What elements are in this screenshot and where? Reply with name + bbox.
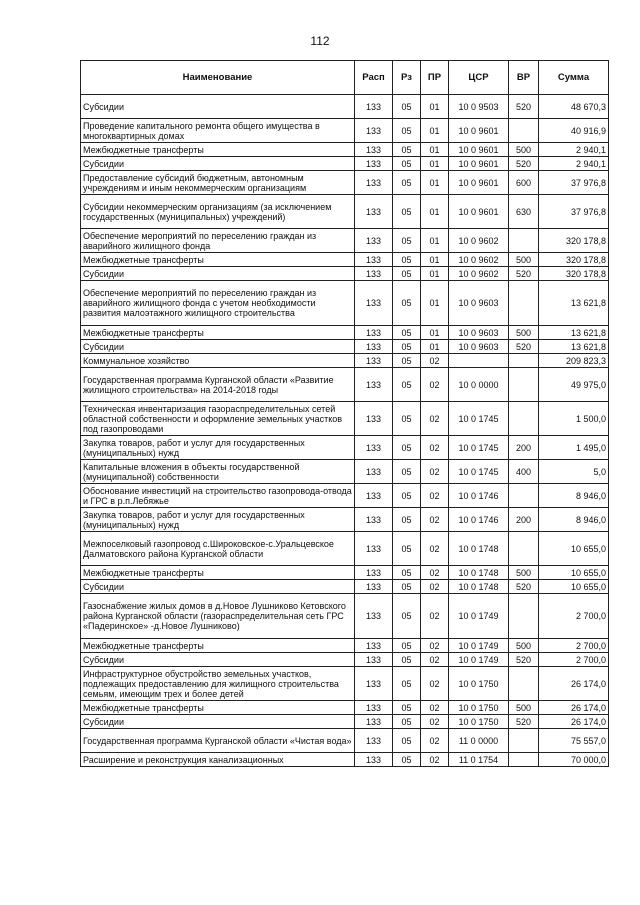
cell-pr: 02 [421, 753, 449, 767]
cell-csr: 10 0 1745 [449, 402, 509, 436]
cell-sum: 2 700,0 [539, 639, 609, 653]
cell-vr [509, 484, 539, 508]
cell-csr: 10 0 1749 [449, 653, 509, 667]
cell-rasp: 133 [355, 715, 393, 729]
cell-pr: 01 [421, 119, 449, 143]
cell-rz: 05 [393, 95, 421, 119]
cell-vr: 200 [509, 508, 539, 532]
cell-csr: 10 0 9603 [449, 340, 509, 354]
cell-rz: 05 [393, 253, 421, 267]
cell-rz: 05 [393, 484, 421, 508]
table-row [81, 667, 609, 701]
cell-vr [509, 281, 539, 326]
cell-pr: 02 [421, 667, 449, 701]
cell-csr: 10 0 9601 [449, 195, 509, 229]
cell-vr: 520 [509, 157, 539, 171]
cell-sum: 48 670,3 [539, 95, 609, 119]
cell-sum: 10 655,0 [539, 532, 609, 566]
cell-pr: 02 [421, 580, 449, 594]
cell-pr: 02 [421, 639, 449, 653]
table-row [81, 508, 609, 532]
cell-sum: 26 174,0 [539, 701, 609, 715]
header-sum: Сумма [539, 61, 609, 95]
cell-pr: 02 [421, 460, 449, 484]
cell-vr: 630 [509, 195, 539, 229]
cell-name: Государственная программа Курганской области «Чистая вода» [81, 729, 355, 753]
table-row [81, 368, 609, 402]
cell-vr: 520 [509, 267, 539, 281]
cell-rz: 05 [393, 229, 421, 253]
cell-pr: 01 [421, 171, 449, 195]
cell-rz: 05 [393, 580, 421, 594]
cell-name: Закупка товаров, работ и услуг для государственных (муниципальных) нужд [81, 508, 355, 532]
cell-csr: 10 0 9602 [449, 253, 509, 267]
cell-name: Коммунальное хозяйство [81, 354, 355, 368]
cell-csr: 10 0 0000 [449, 368, 509, 402]
cell-name: Субсидии некоммерческим организациям (за исключением государственных (муниципальных) учреждений) [81, 195, 355, 229]
cell-sum: 40 916,9 [539, 119, 609, 143]
cell-csr: 10 0 1748 [449, 532, 509, 566]
cell-rasp: 133 [355, 229, 393, 253]
cell-rz: 05 [393, 653, 421, 667]
cell-sum: 37 976,8 [539, 171, 609, 195]
cell-rasp: 133 [355, 95, 393, 119]
table-row [81, 354, 609, 368]
cell-csr: 10 0 1748 [449, 566, 509, 580]
cell-rz: 05 [393, 667, 421, 701]
cell-vr: 520 [509, 715, 539, 729]
cell-rasp: 133 [355, 253, 393, 267]
cell-vr [509, 729, 539, 753]
cell-pr: 01 [421, 157, 449, 171]
cell-name: Инфраструктурное обустройство земельных участков, подлежащих предоставлению для жилищного строительства семьям, имеющим трех и более детей [81, 667, 355, 701]
page-number: 112 [310, 34, 330, 48]
cell-name: Техническая инвентаризация газораспределительных сетей областной собственности и оформление земельных участков под газопроводами [81, 402, 355, 436]
table-row [81, 119, 609, 143]
cell-csr: 10 0 1745 [449, 460, 509, 484]
cell-vr: 520 [509, 95, 539, 119]
cell-rasp: 133 [355, 119, 393, 143]
table-row [81, 566, 609, 580]
cell-rz: 05 [393, 508, 421, 532]
cell-rasp: 133 [355, 594, 393, 639]
cell-csr [449, 354, 509, 368]
cell-rasp: 133 [355, 566, 393, 580]
cell-rasp: 133 [355, 143, 393, 157]
cell-sum: 2 940,1 [539, 143, 609, 157]
cell-name: Межбюджетные трансферты [81, 253, 355, 267]
table-row [81, 460, 609, 484]
cell-pr: 01 [421, 229, 449, 253]
cell-rz: 05 [393, 368, 421, 402]
cell-vr: 600 [509, 171, 539, 195]
table-row [81, 229, 609, 253]
cell-vr [509, 119, 539, 143]
cell-rz: 05 [393, 143, 421, 157]
cell-name: Проведение капитального ремонта общего имущества в многоквартирных домах [81, 119, 355, 143]
cell-vr [509, 594, 539, 639]
cell-sum: 49 975,0 [539, 368, 609, 402]
cell-rasp: 133 [355, 195, 393, 229]
header-csr: ЦСР [449, 61, 509, 95]
cell-vr: 500 [509, 326, 539, 340]
cell-pr: 01 [421, 95, 449, 119]
cell-pr: 01 [421, 267, 449, 281]
cell-rz: 05 [393, 340, 421, 354]
cell-vr: 400 [509, 460, 539, 484]
cell-rz: 05 [393, 267, 421, 281]
cell-rasp: 133 [355, 436, 393, 460]
table-row [81, 753, 609, 767]
cell-sum: 8 946,0 [539, 508, 609, 532]
cell-vr: 200 [509, 436, 539, 460]
cell-rasp: 133 [355, 729, 393, 753]
cell-csr: 10 0 1749 [449, 639, 509, 653]
cell-pr: 02 [421, 436, 449, 460]
cell-csr: 10 0 9503 [449, 95, 509, 119]
cell-sum: 209 823,3 [539, 354, 609, 368]
cell-name: Субсидии [81, 95, 355, 119]
cell-csr: 10 0 9601 [449, 171, 509, 195]
cell-rasp: 133 [355, 281, 393, 326]
table-row [81, 436, 609, 460]
header-rasp: Расп [355, 61, 393, 95]
cell-pr: 02 [421, 566, 449, 580]
cell-sum: 26 174,0 [539, 667, 609, 701]
cell-name: Обеспечение мероприятий по переселению граждан из аварийного жилищного фонда с учетом необходимости развития малоэтажного жилищного строительства [81, 281, 355, 326]
cell-sum: 1 500,0 [539, 402, 609, 436]
cell-vr [509, 532, 539, 566]
cell-rz: 05 [393, 715, 421, 729]
table-row [81, 715, 609, 729]
cell-name: Обеспечение мероприятий по переселению граждан из аварийного жилищного фонда [81, 229, 355, 253]
header-rz: Рз [393, 61, 421, 95]
cell-rz: 05 [393, 566, 421, 580]
cell-name: Межбюджетные трансферты [81, 143, 355, 157]
cell-name: Капитальные вложения в объекты государственной (муниципальной) собственности [81, 460, 355, 484]
cell-sum: 1 495,0 [539, 436, 609, 460]
cell-vr: 500 [509, 566, 539, 580]
cell-name: Субсидии [81, 267, 355, 281]
cell-name: Субсидии [81, 340, 355, 354]
cell-name: Субсидии [81, 653, 355, 667]
cell-name: Межбюджетные трансферты [81, 639, 355, 653]
table-row [81, 580, 609, 594]
cell-rz: 05 [393, 701, 421, 715]
cell-rz: 05 [393, 354, 421, 368]
cell-sum: 37 976,8 [539, 195, 609, 229]
cell-name: Государственная программа Курганской области «Развитие жилищного строительства» на 2014-2018 годы [81, 368, 355, 402]
cell-pr: 01 [421, 143, 449, 157]
table-row [81, 653, 609, 667]
cell-rz: 05 [393, 195, 421, 229]
cell-csr: 10 0 1745 [449, 436, 509, 460]
cell-pr: 02 [421, 354, 449, 368]
cell-rasp: 133 [355, 484, 393, 508]
cell-sum: 320 178,8 [539, 229, 609, 253]
cell-pr: 01 [421, 281, 449, 326]
cell-csr: 10 0 1746 [449, 508, 509, 532]
cell-vr [509, 229, 539, 253]
cell-rasp: 133 [355, 368, 393, 402]
cell-name: Межбюджетные трансферты [81, 566, 355, 580]
cell-csr: 10 0 9603 [449, 326, 509, 340]
cell-rasp: 133 [355, 667, 393, 701]
cell-pr: 02 [421, 653, 449, 667]
cell-pr: 02 [421, 715, 449, 729]
cell-pr: 02 [421, 594, 449, 639]
cell-pr: 01 [421, 195, 449, 229]
cell-rz: 05 [393, 639, 421, 653]
cell-vr: 520 [509, 653, 539, 667]
cell-rasp: 133 [355, 340, 393, 354]
cell-csr: 10 0 9602 [449, 267, 509, 281]
table-row [81, 729, 609, 753]
cell-csr: 10 0 1749 [449, 594, 509, 639]
cell-csr: 10 0 9601 [449, 157, 509, 171]
cell-name: Расширение и реконструкция канализационных [81, 753, 355, 767]
cell-rasp: 133 [355, 753, 393, 767]
header-name: Наименование [81, 61, 355, 95]
cell-name: Межбюджетные трансферты [81, 326, 355, 340]
cell-vr: 520 [509, 340, 539, 354]
cell-rz: 05 [393, 594, 421, 639]
cell-rasp: 133 [355, 267, 393, 281]
cell-rz: 05 [393, 281, 421, 326]
table-row [81, 171, 609, 195]
cell-name: Закупка товаров, работ и услуг для государственных (муниципальных) нужд [81, 436, 355, 460]
cell-pr: 01 [421, 253, 449, 267]
header-vr: ВР [509, 61, 539, 95]
table-row [81, 95, 609, 119]
table-row [81, 253, 609, 267]
cell-rz: 05 [393, 157, 421, 171]
cell-rasp: 133 [355, 157, 393, 171]
table-row [81, 157, 609, 171]
cell-sum: 75 557,0 [539, 729, 609, 753]
cell-name: Субсидии [81, 715, 355, 729]
cell-rz: 05 [393, 119, 421, 143]
cell-csr: 11 0 0000 [449, 729, 509, 753]
cell-rz: 05 [393, 753, 421, 767]
cell-name: Субсидии [81, 580, 355, 594]
cell-pr: 02 [421, 508, 449, 532]
cell-vr: 500 [509, 639, 539, 653]
cell-sum: 26 174,0 [539, 715, 609, 729]
cell-name: Межбюджетные трансферты [81, 701, 355, 715]
cell-csr: 10 0 9602 [449, 229, 509, 253]
cell-pr: 02 [421, 729, 449, 753]
cell-rz: 05 [393, 171, 421, 195]
cell-csr: 10 0 9603 [449, 281, 509, 326]
table-row [81, 143, 609, 157]
cell-sum: 320 178,8 [539, 253, 609, 267]
cell-sum: 2 940,1 [539, 157, 609, 171]
cell-rasp: 133 [355, 326, 393, 340]
cell-rz: 05 [393, 326, 421, 340]
cell-vr [509, 368, 539, 402]
cell-sum: 13 621,8 [539, 281, 609, 326]
table-row [81, 281, 609, 326]
cell-vr: 500 [509, 253, 539, 267]
table-row [81, 402, 609, 436]
table-row [81, 484, 609, 508]
cell-csr: 10 0 9601 [449, 143, 509, 157]
cell-csr: 10 0 1750 [449, 701, 509, 715]
table-row [81, 195, 609, 229]
cell-rasp: 133 [355, 402, 393, 436]
cell-sum: 10 655,0 [539, 566, 609, 580]
cell-vr: 500 [509, 701, 539, 715]
cell-name: Предоставление субсидий бюджетным, автономным учреждениям и иным некоммерческим организациям [81, 171, 355, 195]
cell-rasp: 133 [355, 639, 393, 653]
cell-pr: 02 [421, 484, 449, 508]
cell-rasp: 133 [355, 701, 393, 715]
cell-sum: 5,0 [539, 460, 609, 484]
cell-rz: 05 [393, 436, 421, 460]
cell-rz: 05 [393, 532, 421, 566]
cell-sum: 13 621,8 [539, 326, 609, 340]
cell-vr: 520 [509, 580, 539, 594]
cell-csr: 10 0 9601 [449, 119, 509, 143]
table-row [81, 639, 609, 653]
cell-pr: 01 [421, 340, 449, 354]
cell-rasp: 133 [355, 508, 393, 532]
cell-pr: 02 [421, 402, 449, 436]
cell-rz: 05 [393, 729, 421, 753]
cell-vr [509, 667, 539, 701]
budget-table [80, 60, 609, 767]
cell-csr: 10 0 1750 [449, 715, 509, 729]
cell-name: Обоснование инвестиций на строительство газопровода-отвода и ГРС в р.п.Лебяжье [81, 484, 355, 508]
cell-sum: 8 946,0 [539, 484, 609, 508]
cell-rasp: 133 [355, 460, 393, 484]
cell-rz: 05 [393, 460, 421, 484]
cell-name: Межпоселковый газопровод с.Широковское-с.Уральцевское Далматовского района Курганской области [81, 532, 355, 566]
cell-vr [509, 753, 539, 767]
cell-rz: 05 [393, 402, 421, 436]
cell-sum: 2 700,0 [539, 594, 609, 639]
cell-csr: 10 0 1748 [449, 580, 509, 594]
cell-rasp: 133 [355, 532, 393, 566]
cell-csr: 11 0 1754 [449, 753, 509, 767]
cell-pr: 01 [421, 326, 449, 340]
cell-sum: 320 178,8 [539, 267, 609, 281]
cell-vr [509, 354, 539, 368]
cell-rasp: 133 [355, 653, 393, 667]
table-header-row [81, 61, 609, 95]
table-row [81, 701, 609, 715]
header-pr: ПР [421, 61, 449, 95]
cell-vr: 500 [509, 143, 539, 157]
cell-pr: 02 [421, 532, 449, 566]
cell-pr: 02 [421, 368, 449, 402]
cell-name: Газоснабжение жилых домов в д.Новое Лушниково Кетовского района Курганской области (газораспределительная сеть ГРС «Падеринское» -д.Новое Лушниково) [81, 594, 355, 639]
table-row [81, 532, 609, 566]
cell-rasp: 133 [355, 580, 393, 594]
cell-sum: 70 000,0 [539, 753, 609, 767]
cell-sum: 13 621,8 [539, 340, 609, 354]
table-row [81, 340, 609, 354]
table-row [81, 267, 609, 281]
cell-pr: 02 [421, 701, 449, 715]
cell-csr: 10 0 1746 [449, 484, 509, 508]
cell-sum: 10 655,0 [539, 580, 609, 594]
cell-csr: 10 0 1750 [449, 667, 509, 701]
cell-vr [509, 402, 539, 436]
table-row [81, 594, 609, 639]
cell-sum: 2 700,0 [539, 653, 609, 667]
cell-name: Субсидии [81, 157, 355, 171]
table-row [81, 326, 609, 340]
cell-rasp: 133 [355, 354, 393, 368]
cell-rasp: 133 [355, 171, 393, 195]
